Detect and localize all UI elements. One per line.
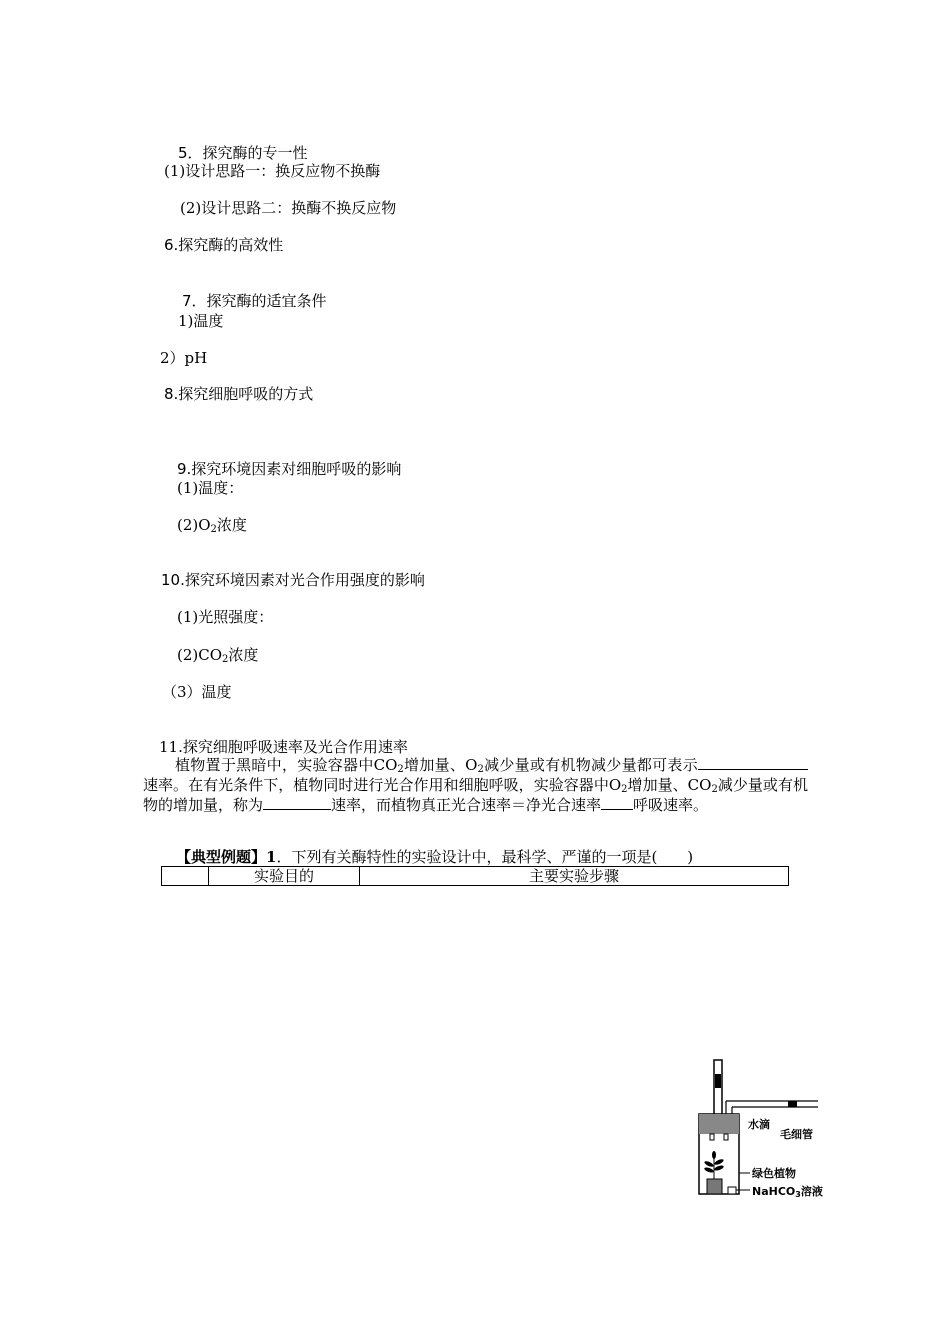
example-question: 【典型例题】1．下列有关酶特性的实验设计中，最科学、严谨的一项是( ) <box>176 848 694 866</box>
answer-blank-1-cont[interactable] <box>766 755 808 770</box>
label-capillary: 毛细管 <box>780 1128 813 1141</box>
section-5-title: 5．探究酶的专一性 <box>178 144 308 162</box>
section-9-item-2: $(2)O_2$浓度 <box>177 516 247 535</box>
table-header-index <box>162 867 209 886</box>
apparatus-diagram <box>696 1058 826 1200</box>
water-drop-mark <box>788 1101 797 1107</box>
section-7-title: 7．探究酶的适宜条件 <box>182 292 327 310</box>
answer-blank-3[interactable] <box>601 795 633 810</box>
table-header-steps: 主要实验步骤 <box>360 867 789 886</box>
solution-dish <box>728 1187 736 1194</box>
table-header-purpose: 实验目的 <box>209 867 360 886</box>
section-10-item-3: （3）温度 <box>162 683 232 701</box>
section-7-item-2: 2）pH <box>160 349 208 367</box>
section-5-item-1: (1)设计思路一：换反应物不换酶 <box>164 162 381 180</box>
label-green-plant: 绿色植物 <box>752 1167 796 1180</box>
tube-fill <box>715 1074 721 1088</box>
section-11-title: 11.探究细胞呼吸速率及光合作用速率 <box>159 738 408 756</box>
section-9-item-1: (1)温度： <box>177 479 244 497</box>
table-header-row <box>162 867 789 886</box>
section-10-item-1: (1)光照强度： <box>177 608 274 626</box>
section-10-item-2: $(2)CO_2$浓度 <box>177 646 259 665</box>
label-water-drop: 水滴 <box>748 1118 770 1131</box>
answer-blank-2[interactable] <box>263 795 331 810</box>
label-nahco3-solution: NaHCO3溶液 <box>752 1185 823 1199</box>
section-5-item-2: (2)设计思路二：换酶不换反应物 <box>180 199 397 217</box>
section-10-title: 10.探究环境因素对光合作用强度的影响 <box>161 571 425 589</box>
section-9-title: 9.探究环境因素对细胞呼吸的影响 <box>177 460 402 478</box>
section-11-paragraph: 植物置于黑暗中，实验容器中$CO_2$增加量、$O_2$减少量或有机物减少量都可表示速率。在有光条件下，植物同时进行光合作用和细胞呼吸，实验容器中$O_2$增加量、$CO_2$减少量或有机物的增加量，称为 速率，而植物真正光合速率＝净光合速率 呼吸速率。 <box>143 756 808 814</box>
experiment-table <box>161 866 789 886</box>
section-8-title: 8.探究细胞呼吸的方式 <box>164 385 314 403</box>
example-label: 【典型例题】1 <box>176 848 277 866</box>
section-6-title: 6.探究酶的高效性 <box>164 236 284 254</box>
plant-pot <box>707 1179 722 1194</box>
answer-blank-1[interactable] <box>698 755 766 770</box>
section-7-item-1: 1)温度 <box>178 312 224 330</box>
stopper <box>699 1114 739 1134</box>
